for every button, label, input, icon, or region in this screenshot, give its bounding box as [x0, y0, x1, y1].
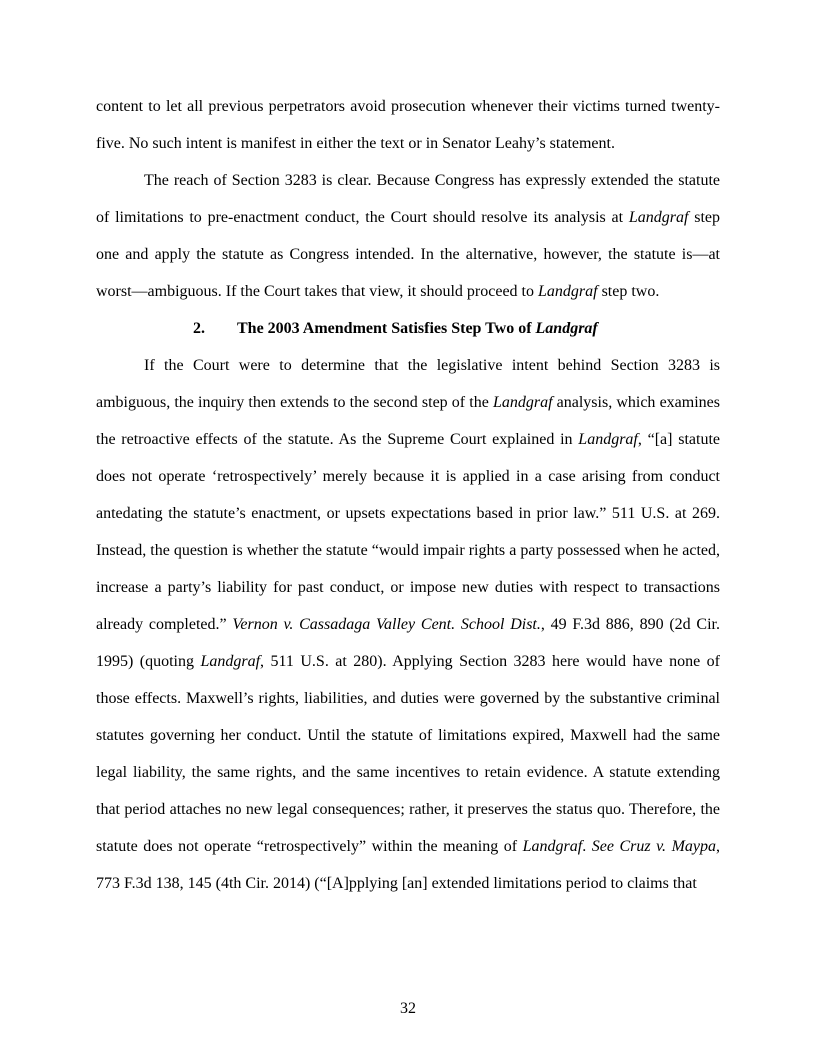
text-run: Landgraf: [628, 209, 689, 226]
text-run: Landgraf: [538, 283, 598, 300]
text-run: .: [582, 838, 592, 855]
text-run: Landgraf: [492, 394, 553, 411]
section-heading: [96, 310, 720, 347]
text-run: Vernon v. Cassadaga Valley Cent. School Dist.: [232, 616, 541, 633]
text-run: Landgraf: [200, 653, 261, 670]
paragraph: [96, 162, 720, 310]
text-run: The reach of Section 3283 is clear. Because Congress has expressly extended the statute of limitations to pre-enactment conduct, the Court should resolve its analysis at: [96, 172, 720, 226]
text-run: content to let all previous perpetrators avoid prosecution whenever their victims turned twenty-five. No such intent is manifest in either the text or in Senator Leahy’s statement.: [96, 98, 720, 152]
text-run: , “[a] statute does not operate ‘retrospectively’ merely because it is applied in a case arising from conduct antedating the statute’s enactment, or upsets expectations based in prior law.” 511 U.S. at 269. Instead, the question is whether the statute “would impair rights a party possessed when he acted, increase a party’s liability for past conduct, or impose new duties with respect to transactions already completed.”: [96, 431, 720, 633]
text-run: , 773 F.3d 138, 145 (4th Cir. 2014) (“[A]pplying [an] extended limitations period to claims that: [96, 838, 721, 892]
text-run: analysis, which examines the retroactive effects of the statute. As the Supreme Court explained in: [96, 394, 720, 448]
text-run: See Cruz v. Maypa: [591, 838, 717, 855]
text-run: step one and apply the statute as Congress intended. In the alternative, however, the statute is—at worst—ambiguous. If the Court takes that view, it should proceed to: [96, 209, 720, 300]
text-run: , 49 F.3d 886, 890 (2d Cir. 1995) (quoting: [96, 616, 720, 670]
text-run: Landgraf: [522, 838, 583, 855]
heading-text-run: 2.: [193, 320, 205, 337]
paragraph: [96, 347, 720, 902]
text-run: step two.: [597, 283, 660, 300]
text-run: Landgraf: [578, 431, 638, 448]
paragraph: [96, 88, 720, 162]
text-run: If the Court were to determine that the legislative intent behind Section 3283 is ambiguous, the inquiry then extends to the second step of the: [96, 357, 720, 411]
page-number: 32: [400, 1000, 416, 1017]
heading-text-run: Landgraf: [535, 320, 598, 337]
text-run: , 511 U.S. at 280). Applying Section 3283 here would have none of those effects. Maxwell’s rights, liabilities, and duties were governed by the substantive criminal statutes governing her conduct. Until the statute of limitations expired, Maxwell had the same legal liability, the same rights, and the same incentives to retain evidence. A statute extending that period attaches no new legal consequences; rather, it preserves the status quo. Therefore, the statute does not operate “retrospectively” within the meaning of: [96, 653, 721, 855]
document-body: [96, 88, 720, 902]
heading-text-run: The 2003 Amendment Satisfies Step Two of: [237, 320, 536, 337]
